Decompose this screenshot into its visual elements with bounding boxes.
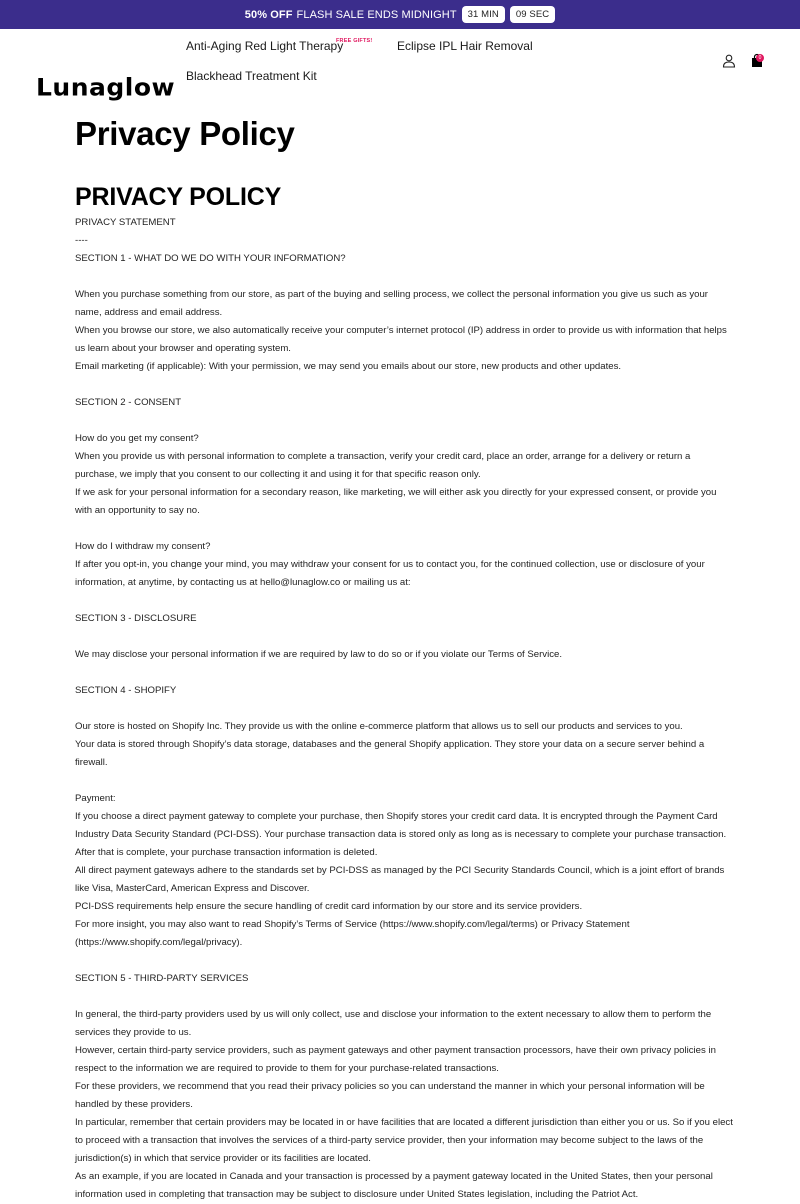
- policy-paragraph: [75, 952, 735, 970]
- policy-paragraph: SECTION 3 - DISCLOSURE: [75, 613, 197, 624]
- policy-paragraph: PRIVACY STATEMENT: [75, 217, 176, 228]
- policy-paragraph: We may disclose your personal information if we are required by law to do so or if you violate our Terms of Service.: [75, 649, 563, 660]
- policy-paragraph: For more insight, you may also want to read Shopify’s Terms of Service (https://www.shopify.com/legal/terms) or Privacy Statement (https://www.shopify.com/legal/privacy).: [75, 919, 630, 948]
- policy-paragraph: [75, 376, 735, 394]
- policy-paragraph: If we ask for your personal information for a secondary reason, like marketing, we will either ask you directly for your expressed consent, or provide you with an opportunity to say no.: [75, 487, 717, 516]
- policy-paragraph: SECTION 1 - WHAT DO WE DO WITH YOUR INFORMATION?: [75, 253, 346, 264]
- policy-paragraph: PCI-DSS requirements help ensure the secure handling of credit card information by our store and its service providers.: [75, 901, 583, 912]
- page-title: Privacy Policy: [75, 115, 295, 152]
- announcement-bar: [0, 0, 800, 29]
- nav-item-red-light-therapy[interactable]: Anti-Aging Red Light Therapy: [186, 39, 344, 53]
- policy-paragraph: If after you opt-in, you change your mind, you may withdraw your consent for us to contact you, for the continued collection, use or disclosure of your information, at anytime, by contacting us at hello@lunaglow.co or mailing us at:: [75, 559, 705, 588]
- policy-paragraph: When you purchase something from our store, as part of the buying and selling process, we collect the personal information you give us such as your name, address and email address.: [75, 289, 708, 318]
- policy-paragraph: SECTION 2 - CONSENT: [75, 397, 182, 408]
- policy-paragraph: [75, 628, 735, 646]
- policy-paragraph: However, certain third-party service providers, such as payment gateways and other payment transaction processors, have their own privacy policies in respect to the information we are required to provide to them for your purchase-related transactions.: [75, 1045, 716, 1074]
- policy-paragraph: How do I withdraw my consent?: [75, 541, 211, 552]
- policy-paragraph: ----: [75, 235, 88, 246]
- user-icon[interactable]: [721, 53, 737, 69]
- nav-item-ipl-hair-removal[interactable]: Eclipse IPL Hair Removal: [397, 39, 533, 53]
- policy-paragraph: All direct payment gateways adhere to the standards set by PCI-DSS as managed by the PCI Security Standards Council, which is a joint effort of brands like Visa, MasterCard, American Express and Discover.: [75, 865, 725, 894]
- logo[interactable]: Lunaglow: [36, 73, 176, 102]
- policy-paragraph: SECTION 4 - SHOPIFY: [75, 685, 177, 696]
- policy-paragraph: How do you get my consent?: [75, 433, 199, 444]
- policy-paragraph: SECTION 5 - THIRD-PARTY SERVICES: [75, 973, 249, 984]
- policy-paragraph: [75, 268, 735, 286]
- policy-paragraph: [75, 520, 735, 538]
- policy-paragraph: Our store is hosted on Shopify Inc. They provide us with the online e-commerce platform that allows us to sell our products and services to you.: [75, 721, 683, 732]
- policy-paragraph: Payment:: [75, 793, 116, 804]
- free-gifts-badge: FREE GIFTS!: [336, 38, 373, 44]
- sale-text: FLASH SALE ENDS MIDNIGHT: [296, 8, 457, 21]
- policy-body: [75, 214, 735, 1204]
- sale-percent: 50% OFF: [244, 8, 293, 21]
- policy-paragraph: For these providers, we recommend that you read their privacy policies so you can understand the manner in which your personal information will be handled by these providers.: [75, 1081, 705, 1110]
- policy-paragraph: [75, 412, 735, 430]
- policy-paragraph: Your data is stored through Shopify’s data storage, databases and the general Shopify application. They store your data on a secure server behind a firewall.: [75, 739, 705, 768]
- policy-heading: PRIVACY POLICY: [75, 183, 282, 211]
- policy-paragraph: If you choose a direct payment gateway to complete your purchase, then Shopify stores your credit card data. It is encrypted through the Payment Card Industry Data Security Standard (PCI-DSS). Your purchase transaction data is stored only as long as is necessary to complete your purchase transaction. After that is complete, your purchase transaction information is deleted.: [75, 811, 727, 858]
- policy-paragraph: As an example, if you are located in Canada and your transaction is processed by a payment gateway located in the United States, then your personal information used in completing that transaction may be subject to disclosure under United States legislation, including the Patriot Act.: [75, 1171, 713, 1200]
- policy-paragraph: Email marketing (if applicable): With your permission, we may send you emails about our store, new products and other updates.: [75, 361, 622, 372]
- timer-seconds: 09 SEC: [510, 6, 555, 23]
- cart-count-badge: 0: [756, 54, 764, 62]
- policy-paragraph: [75, 592, 735, 610]
- policy-paragraph: [75, 664, 735, 682]
- policy-paragraph: When you browse our store, we also automatically receive your computer’s internet protocol (IP) address in order to provide us with information that helps us learn about your browser and operating system.: [75, 325, 727, 354]
- nav-item-blackhead-kit[interactable]: Blackhead Treatment Kit: [186, 69, 317, 83]
- policy-paragraph: [75, 772, 735, 790]
- policy-paragraph: [75, 988, 735, 1006]
- policy-paragraph: In particular, remember that certain providers may be located in or have facilities that are located a different jurisdiction than either you or us. So if you elect to proceed with a transaction that involves the services of a third-party service provider, then your information may become subject to the laws of the jurisdiction(s) in which that service provider or its facilities are located.: [75, 1117, 733, 1164]
- policy-paragraph: When you provide us with personal information to complete a transaction, verify your credit card, place an order, arrange for a delivery or return a purchase, we imply that you consent to our collecting it and using it for that specific reason only.: [75, 451, 691, 480]
- policy-paragraph: [75, 700, 735, 718]
- timer-minutes: 31 MIN: [462, 6, 505, 23]
- policy-paragraph: In general, the third-party providers used by us will only collect, use and disclose your information to the extent necessary to allow them to perform the services they provide to us.: [75, 1009, 712, 1038]
